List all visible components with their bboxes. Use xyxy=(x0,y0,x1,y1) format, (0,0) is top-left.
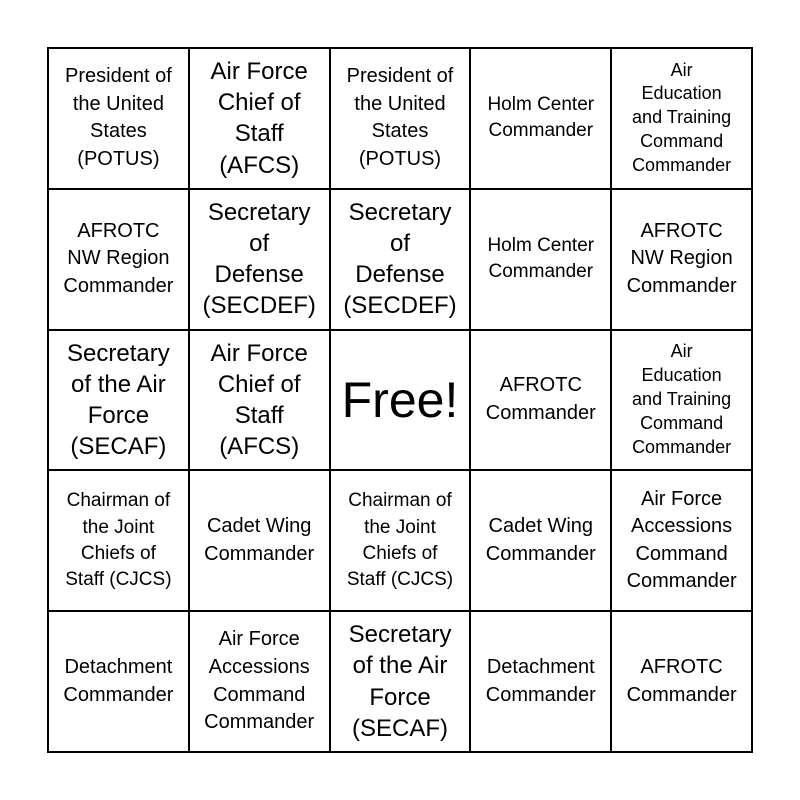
bingo-cell[interactable]: Air Force Chief of Staff (AFCS) xyxy=(189,48,330,189)
bingo-cell[interactable]: AFROTC NW Region Commander xyxy=(48,189,189,330)
bingo-cell[interactable]: Air Education and Training Command Commander xyxy=(611,48,752,189)
bingo-cell[interactable]: AFROTC NW Region Commander xyxy=(611,189,752,330)
bingo-cell[interactable]: Air Force Chief of Staff (AFCS) xyxy=(189,330,330,471)
bingo-cell[interactable]: Chairman of the Joint Chiefs of Staff (CJCS) xyxy=(330,470,471,611)
bingo-cell[interactable]: Holm Center Commander xyxy=(470,189,611,330)
bingo-cell[interactable]: President of the United States (POTUS) xyxy=(330,48,471,189)
bingo-cell[interactable]: Holm Center Commander xyxy=(470,48,611,189)
bingo-cell[interactable]: Secretary of the Air Force (SECAF) xyxy=(330,611,471,752)
bingo-cell[interactable]: Chairman of the Joint Chiefs of Staff (CJCS) xyxy=(48,470,189,611)
bingo-cell[interactable]: Air Force Accessions Command Commander xyxy=(189,611,330,752)
bingo-cell[interactable]: Detachment Commander xyxy=(470,611,611,752)
bingo-cell[interactable]: Secretary of Defense (SECDEF) xyxy=(330,189,471,330)
bingo-cell[interactable]: AFROTC Commander xyxy=(611,611,752,752)
bingo-cell[interactable]: Cadet Wing Commander xyxy=(470,470,611,611)
bingo-cell[interactable]: AFROTC Commander xyxy=(470,330,611,471)
bingo-cell[interactable]: Secretary of Defense (SECDEF) xyxy=(189,189,330,330)
bingo-card xyxy=(47,47,753,753)
bingo-cell[interactable]: Air Education and Training Command Commander xyxy=(611,330,752,471)
bingo-cell[interactable]: Cadet Wing Commander xyxy=(189,470,330,611)
free-space[interactable]: Free! xyxy=(330,330,471,471)
bingo-cell[interactable]: Detachment Commander xyxy=(48,611,189,752)
bingo-cell[interactable]: Air Force Accessions Command Commander xyxy=(611,470,752,611)
bingo-cell[interactable]: President of the United States (POTUS) xyxy=(48,48,189,189)
bingo-cell[interactable]: Secretary of the Air Force (SECAF) xyxy=(48,330,189,471)
